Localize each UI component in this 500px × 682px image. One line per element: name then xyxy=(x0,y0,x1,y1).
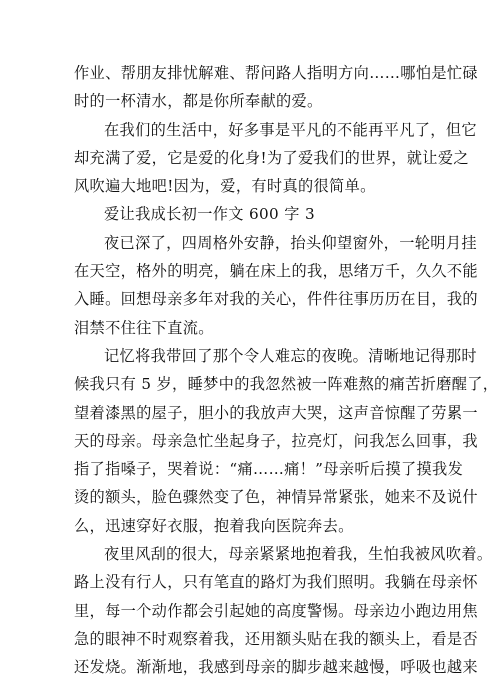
text-line: 望着漆黑的屋子，胆小的我放声大哭，这声音惊醒了劳累一 xyxy=(74,403,478,422)
text-line: 泪禁不住往下直流。 xyxy=(74,318,214,337)
text-line: 风吹遍大地吧!因为，爱，有时真的很简单。 xyxy=(74,177,376,196)
text-line: 里，每一个动作都会引起她的高度警惕。母亲边小跑边用焦 xyxy=(74,601,478,620)
text-line: 在天空，格外的明亮，躺在床上的我，思绪万千，久久不能 xyxy=(74,262,478,281)
text-line: 烫的额头，脸色骤然变了色，神情异常紧张，她来不及说什 xyxy=(74,488,478,507)
document-body xyxy=(74,59,499,682)
text-line: 天的母亲。母亲急忙坐起身子，拉亮灯，问我怎么回事，我 xyxy=(74,431,478,450)
text-line: 作业、帮朋友排忧解难、帮问路人指明方向……哪怕是忙碌 xyxy=(74,64,478,82)
text-line: 么，迅速穿好衣服，抱着我向医院奔去。 xyxy=(74,516,354,535)
text-line: 指了指嗓子，哭着说：“痛……痛！”母亲听后摸了摸我发 xyxy=(74,460,464,479)
text-line: 夜里风刮的很大，母亲紧紧地抱着我，生怕我被风吹着。 xyxy=(104,545,493,564)
text-line: 夜已深了，四周格外安静，抬头仰望窗外，一轮明月挂 xyxy=(104,233,477,252)
text-line: 还发烧。渐渐地，我感到母亲的脚步越来越慢，呼吸也越来 xyxy=(74,658,478,677)
text-line: 急的眼神不时观察着我，还用额头贴在我的额头上，看是否 xyxy=(74,629,478,648)
text-line: 路上没有行人，只有笔直的路灯为我们照明。我躺在母亲怀 xyxy=(74,573,478,592)
text-line: 候我只有 5 岁，睡梦中的我忽然被一阵难熬的痛苦折磨醒了， xyxy=(74,375,499,394)
text-line: 却充满了爱，它是爱的化身!为了爱我们的世界，就让爱之 xyxy=(74,148,469,167)
text-line: 记忆将我带回了那个令人难忘的夜晚。清晰地记得那时 xyxy=(104,346,477,365)
text-line: 爱让我成长初一作文 600 字 3 xyxy=(104,205,315,224)
text-line: 在我们的生活中，好多事是平凡的不能再平凡了，但它 xyxy=(104,120,477,139)
text-line: 入睡。回想母亲多年对我的关心，件件往事历历在目，我的 xyxy=(74,290,478,309)
text-line: 时的一杯清水，都是你所奉献的爱。 xyxy=(74,92,323,111)
